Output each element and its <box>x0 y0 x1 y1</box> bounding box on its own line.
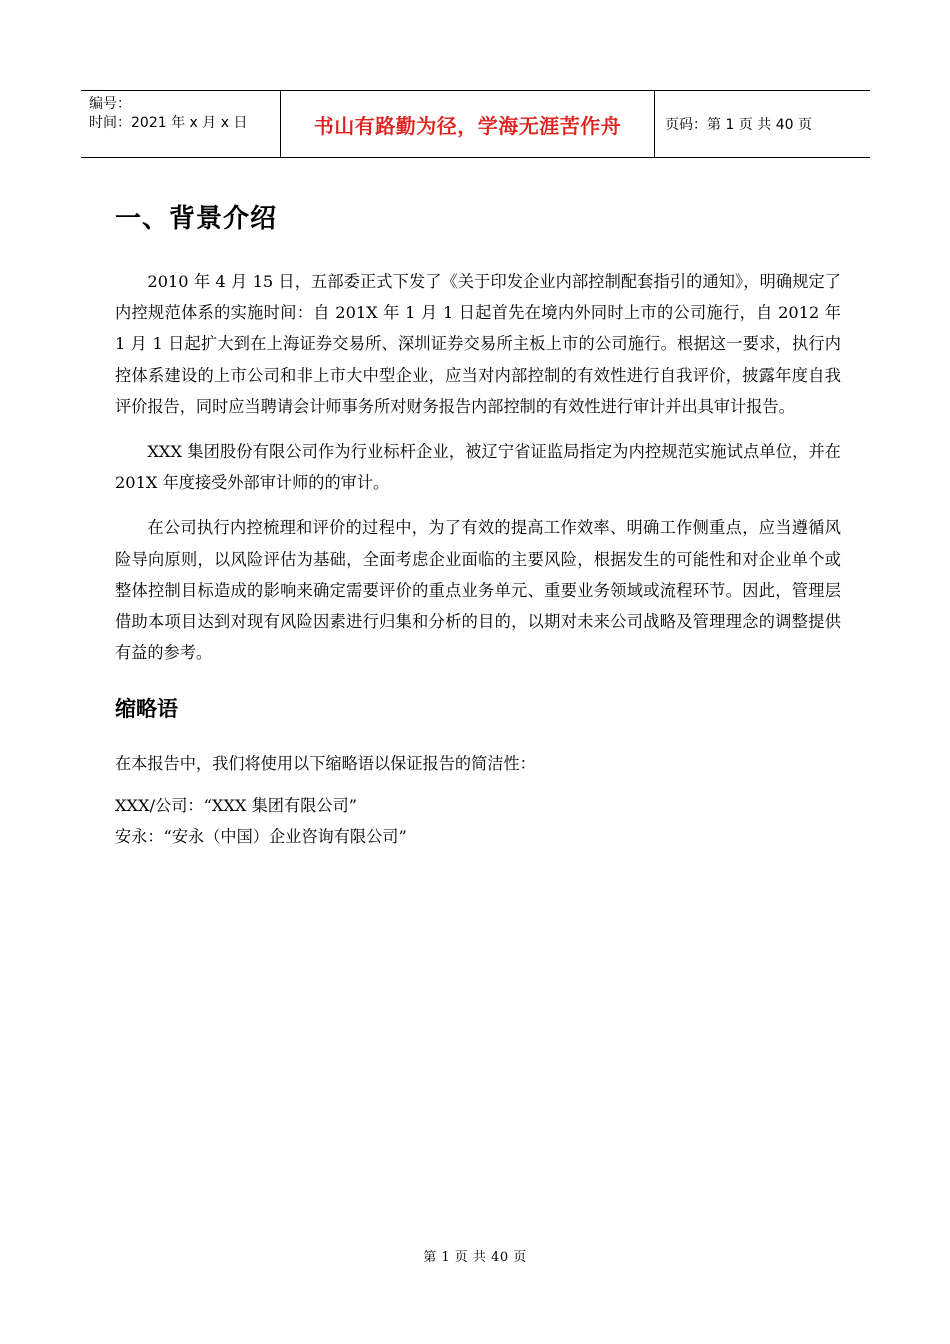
header-motto: 书山有路勤为径，学海无涯苦作舟 <box>281 91 655 157</box>
document-body <box>115 196 841 852</box>
header-page-info: 页码：第 1 页 共 40 页 <box>665 117 812 133</box>
page-footer: 第 1 页 共 40 页 <box>423 1250 527 1265</box>
document-number-label: 编号： <box>89 96 131 112</box>
paragraph-background-2: XXX 集团股份有限公司作为行业标杆企业，被辽宁省证监局指定为内控规范实施试点单位，并在 201X 年度接受外部审计师的的审计。 <box>115 442 841 493</box>
abbreviations-intro: 在本报告中，我们将使用以下缩略语以保证报告的简洁性： <box>115 754 536 774</box>
document-header <box>81 90 870 158</box>
document-date: 时间：2021 年 x 月 x 日 <box>89 115 248 131</box>
header-meta <box>81 91 281 157</box>
paragraph-background-3: 在公司执行内控梳理和评价的过程中，为了有效的提高工作效率、明确工作侧重点，应当遵循风险导向原则，以风险评估为基础，全面考虑企业面临的主要风险，根据发生的可能性和对企业单个或整体控制目标造成的影响来确定需要评价的重点业务单元、重要业务领域或流程环节。因此，管理层借助本项目达到对现有风险因素进行归集和分析的目的，以期对未来公司战略及管理理念的调整提供有益的参考。 <box>115 518 841 663</box>
abbreviation-item: XXX/公司：“XXX 集团有限公司” <box>115 796 357 816</box>
section-title: 一、背景介绍 <box>115 204 278 234</box>
paragraph-background-1: 2010 年 4 月 15 日，五部委正式下发了《关于印发企业内部控制配套指引的通知》，明确规定了内控规范体系的实施时间：自 201X 年 1 月 1 日起首先在境内外同时上市的公司施行，自 2012 年 1 月 1 日起扩大到在上海证券交易所、深圳证券交易所主板上市的公司施行。根据这一要求，执行内控体系建设的上市公司和非上市大中型企业，应当对内部控制的有效性进行自我评价，披露年度自我评价报告，同时应当聘请会计师事务所对财务报告内部控制的有效性进行审计并出具审计报告。 <box>115 272 841 416</box>
abbreviations-title: 缩略语 <box>115 697 178 722</box>
abbreviation-item: 安永：“安永（中国）企业咨询有限公司” <box>115 827 407 847</box>
